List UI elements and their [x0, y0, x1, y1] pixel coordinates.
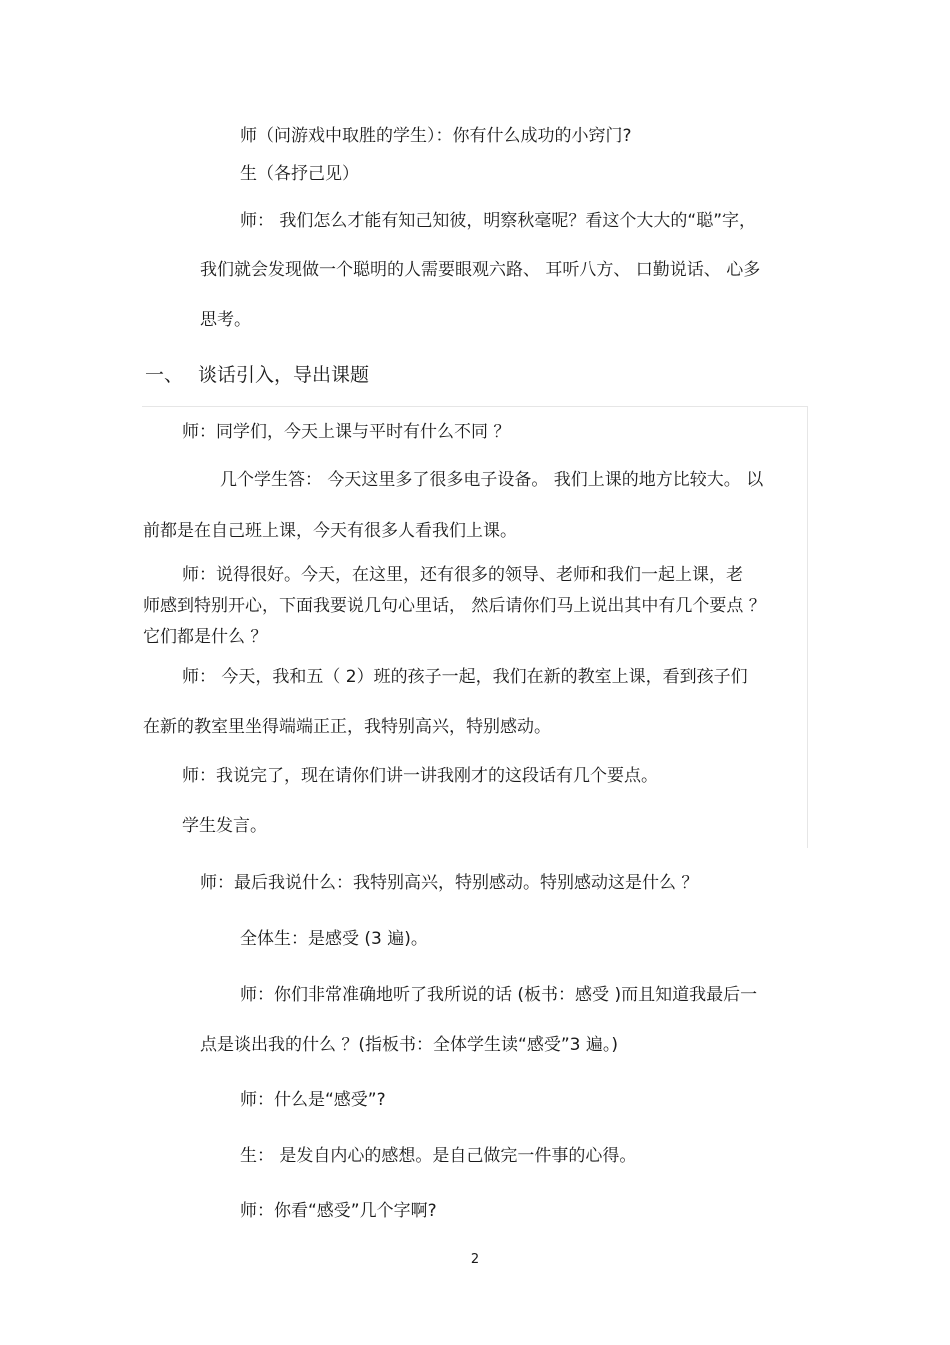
after-line-4: 点是谈出我的什么 ？(指板书：全体学生读“感受”3 遍。)	[200, 1035, 619, 1055]
dialog-line-9: 师：我说完了，现在请你们讲一讲我刚才的这段话有几个要点。	[182, 766, 658, 786]
after-line-3: 师：你们非常准确地听了我所说的话 (板书：感受 )而且知道我最后一	[240, 985, 758, 1005]
dialog-line-8: 在新的教室里坐得端端正正，我特别高兴，特别感动。	[143, 717, 551, 737]
dialog-line-7: 师： 今天，我和五（ 2）班的孩子一起，我们在新的教室上课，看到孩子们	[182, 667, 748, 687]
section-number: 一、	[145, 364, 184, 386]
intro-line-4: 我们就会发现做一个聪明的人需要眼观六路、 耳听八方、 口勤说话、 心多	[200, 260, 761, 280]
section-title: 谈话引入，导出课题	[198, 364, 370, 386]
after-line-1: 师：最后我说什么：我特别高兴，特别感动。特别感动这是什么 ？	[200, 873, 699, 893]
page-number: 2	[470, 1252, 480, 1267]
intro-line-2: 生（各抒己见）	[240, 164, 359, 184]
dialog-line-5: 师感到特别开心，下面我要说几句心里话， 然后请你们马上说出其中有几个要点 ？	[143, 596, 766, 616]
dialog-line-3: 前都是在自己班上课，今天有很多人看我们上课。	[143, 521, 517, 541]
intro-line-3: 师： 我们怎么才能有知己知彼，明察秋毫呢？看这个大大的“聪”字，	[240, 211, 757, 231]
after-line-7: 师：你看“感受”几个字啊?	[240, 1201, 437, 1221]
dialog-line-2: 几个学生答： 今天这里多了很多电子设备。 我们上课的地方比较大。 以	[220, 470, 764, 490]
intro-line-5: 思考。	[200, 310, 251, 330]
intro-line-1: 师（问游戏中取胜的学生）：你有什么成功的小窍门?	[240, 126, 632, 146]
dialog-line-10: 学生发言。	[182, 816, 267, 836]
dialog-line-6: 它们都是什么 ？	[143, 627, 268, 647]
after-line-5: 师：什么是“感受”?	[240, 1090, 386, 1110]
after-line-6: 生： 是发自内心的感想。是自己做完一件事的心得。	[240, 1146, 637, 1166]
after-line-2: 全体生：是感受 (3 遍)。	[240, 929, 428, 949]
dialog-line-4: 师：说得很好。今天，在这里，还有很多的领导、老师和我们一起上课，老	[182, 565, 743, 585]
dialog-box	[142, 406, 808, 848]
dialog-line-1: 师：同学们，今天上课与平时有什么不同 ？	[182, 422, 511, 442]
